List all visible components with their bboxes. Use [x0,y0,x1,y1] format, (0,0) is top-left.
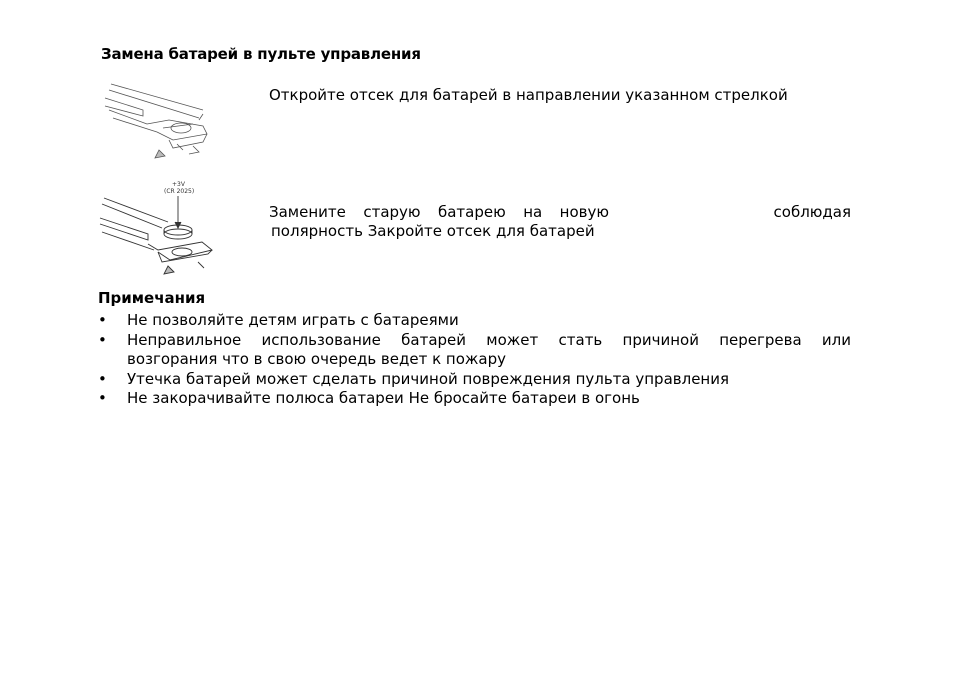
step2-word: на [523,203,543,221]
list-item [98,389,851,409]
step2-left-words [269,203,609,222]
bullet: • [98,369,107,388]
note-text: Не закорачивайте полюса батареи Не бросайте батареи в огонь [127,389,640,407]
note-word: Неправильное [127,330,242,349]
remote-battery-replace-illustration [98,178,218,280]
list-item [98,331,851,370]
step2-line1 [269,203,851,222]
note-text: Утечка батарей может сделать причиной повреждения пульта управления [127,369,730,388]
step2-text [269,203,851,241]
note-line1 [127,331,851,351]
battery-voltage-label: +3V [172,181,185,188]
bullet: • [98,311,107,329]
note-word: может [486,330,539,349]
step2-word-right: соблюдая [773,203,851,221]
step2-word: батарею [437,203,506,221]
note-word: или [821,330,851,349]
note-word: перегрева [719,330,802,349]
remote-open-compartment-illustration [103,80,213,168]
page-title: Замена батарей в пульте управления [101,45,421,63]
step2-word: старую [363,203,421,221]
notes-list [98,311,851,409]
step2-line2: полярность Закройте отсек для батарей [271,222,595,240]
list-item [98,311,851,331]
step2-word: Замените [269,203,346,221]
bullet: • [98,389,107,407]
step1-text: Откройте отсек для батарей в направлении указанном стрелкой [269,86,788,104]
note-word: батарей [401,330,467,349]
notes-heading: Примечания [98,289,206,307]
note-word: стать [558,330,603,349]
note-text: Не позволяйте детям играть с батареями [127,311,459,329]
bullet: • [98,330,107,349]
battery-model-label: (CR 2025) [164,188,195,195]
note-word: использование [261,330,381,349]
list-item [98,370,851,390]
note-line2: возгорания что в свою очередь ведет к пожару [127,350,507,368]
step2-word: новую [559,203,609,221]
note-word: причиной [622,330,699,349]
